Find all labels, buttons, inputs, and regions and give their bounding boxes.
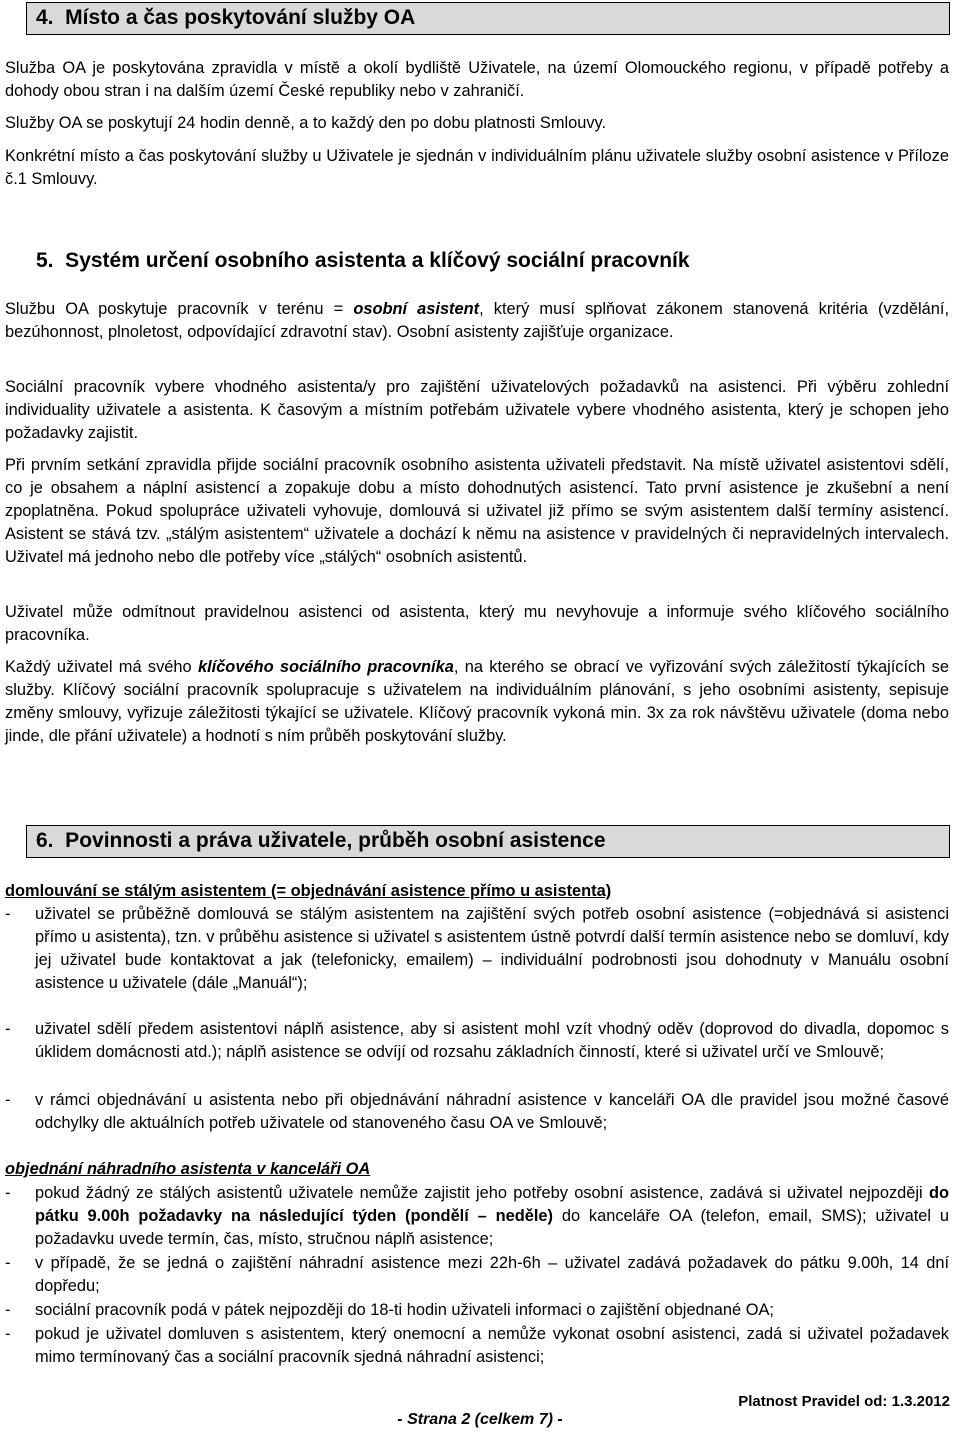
list-dash: - xyxy=(5,905,11,923)
list-item-text: sociální pracovník podá v pátek nejpozději do 18-ti hodin uživateli informaci o zajištění objednané OA; xyxy=(35,1301,774,1319)
list-item xyxy=(5,1089,949,1135)
sec5-p5-emphasis: klíčového sociálního pracovníka xyxy=(197,658,454,676)
list-dash: - xyxy=(5,1020,11,1038)
list-item-text: v rámci objednávání u asistenta nebo při objednávání náhradní asistence v kanceláři OA dle pravidel jsou možné časové odchylky dle aktuálních potřeb uživatele od stanoveného času OA ve Smlouvě; xyxy=(35,1091,949,1132)
section-4-heading xyxy=(26,2,950,35)
list-item-text: v případě, že se jedná o zajištění náhradní asistence mezi 22h-6h – uživatel zadává požadavek do pátku 9.00h, 14 dní dopředu; xyxy=(35,1254,949,1295)
sec4-paragraph-1: Služba OA je poskytována zpravidla v místě a okolí bydliště Uživatele, na území Olomouckého regionu, v případě potřeby a dohody obou stran i na dalším území České republiky nebo v zahraničí. xyxy=(5,59,949,100)
list-item xyxy=(5,1299,949,1322)
list-item-text-a: pokud žádný ze stálých asistentů uživatele nemůže zajistit jeho potřeby osobní asistence, zadává si uživatel nejpozději xyxy=(35,1184,929,1202)
list-item xyxy=(5,1182,949,1251)
list-item-text: uživatel sdělí předem asistentovi náplň asistence, aby si asistent mohl vzít vhodný oděv (doprovod do divadla, dopomoc s úklidem domácnosti atd.); náplň asistence se odvíjí od rozsahu základních činností, které si uživatel určí ve Smlouvě; xyxy=(35,1020,949,1061)
section-4-title: 4. Místo a čas poskytování služby OA xyxy=(36,6,416,29)
sec5-paragraph-3: Při prvním setkání zpravidla přijde sociální pracovník osobního asistenta uživateli představit. Na místě uživatel asistentovi sdělí, co je obsahem a náplní asistencí a zopakuje dobu a místo dohodnutých asistencí. Tato první asistence je zkušební a není zpoplatněna. Pokud spolupráce uživateli vyhovuje, domlouvá si uživatel již přímo se svým asistentem další termíny asistencí. Asistent se stává tzv. „stálým asistentem“ uživatele a dochází k němu na asistence v pravidelných či nepravidelných intervalech. Uživatel má jednoho nebo dle potřeby více „stálých“ osobních asistentů. xyxy=(5,456,949,566)
list-item-deadline: do pátku 9.00h požadavky na následující týden (pondělí – neděle) xyxy=(35,1184,949,1225)
sec5-paragraph-5 xyxy=(5,656,949,748)
section-5-title: 5. Systém určení osobního asistenta a klíčový sociální pracovník xyxy=(36,249,690,272)
list-item xyxy=(5,1252,949,1298)
validity-date: Platnost Pravidel od: 1.3.2012 xyxy=(738,1393,950,1410)
sec5-paragraph-1 xyxy=(5,298,949,344)
list-dash: - xyxy=(5,1184,11,1202)
sec5-paragraph-4: Uživatel může odmítnout pravidelnou asistenci od asistenta, který mu nevyhovuje a informuje svého klíčového sociálního pracovníka. xyxy=(5,603,949,644)
sec5-p1-text-c: , který musí splňovat zákonem stanovená kritéria (vzdělání, bezúhonnost, plnoletost, odpovídající zdravotní stav). Osobní asistenty zajišťuje organizace. xyxy=(5,300,950,341)
list-item xyxy=(5,903,949,995)
list-item-text: uživatel se průběžně domlouvá se stálým asistentem na zajištění svých potřeb osobní asistence (=objednává si asistenci přímo u asistenta), tzn. v průběhu asistence si uživatel s asistentem ústně potvrdí další termín asistence nebo se domluví, kdy jej uživatel bude kontaktovat a jak (telefonicky, emailem) – individuální podrobnosti jsou dohodnuty v Manuálu osobní asistence u uživatele (dále „Manuál“); xyxy=(35,905,949,992)
section-6-title: 6. Povinnosti a práva uživatele, průběh osobní asistence xyxy=(36,829,606,852)
list-item-text-c: do kanceláře OA (telefon, email, SMS); uživatel u požadavku uvede termín, čas, místo, stručnou náplň asistence; xyxy=(35,1206,949,1248)
list-item-text: pokud je uživatel domluven s asistentem, který onemocní a nemůže vykonat osobní asistenci, zadá si uživatel požadavek mimo termínovaný čas a sociální pracovník sjedná náhradní asistenci; xyxy=(35,1325,949,1366)
page-number: - Strana 2 (celkem 7) - xyxy=(397,1411,563,1428)
list-item xyxy=(5,1323,949,1369)
sec5-paragraph-2: Sociální pracovník vybere vhodného asistenta/y pro zajištění uživatelových požadavků na asistenci. Při výběru zohlední individuality uživatele a asistenta. K časovým a místním potřebám uživatele vybere vhodného asistenta, který je schopen jeho požadavky zajistit. xyxy=(5,378,949,442)
list-dash: - xyxy=(5,1091,11,1109)
list-item-text xyxy=(35,1182,949,1251)
section-6-heading xyxy=(26,825,950,858)
sec4-paragraph-2: Služby OA se poskytují 24 hodin denně, a to každý den po dobu platnosti Smlouvy. xyxy=(5,114,607,132)
list-item xyxy=(5,1018,949,1064)
sec5-p1-text-a: Službu OA poskytuje pracovník v terénu = xyxy=(5,300,354,318)
sec5-p5-text-c: , na kterého se obrací ve vyřizování svých záležitostí týkajících se služby. Klíčový sociální pracovník spolupracuje s uživatelem na individuálním plánování, s jeho osobními asistenty, sepisuje změny smlouvy, vyřizuje záležitosti týkající se uživatele. Klíčový pracovník vykoná min. 3x za rok návštěvu uživatele (doma nebo jinde, dle přání uživatele) a hodnotí s ním průběh poskytování služby. xyxy=(5,658,949,745)
subheading-stable-assistant: domlouvání se stálým asistentem (= objednávání asistence přímo u asistenta) xyxy=(5,882,612,900)
sec4-paragraph-3: Konkrétní místo a čas poskytování služby u Uživatele je sjednán v individuálním plánu uživatele služby osobní asistence v Příloze č.1 Smlouvy. xyxy=(5,147,949,188)
list-dash: - xyxy=(5,1254,11,1272)
subheading-substitute-assistant: objednání náhradního asistenta v kanceláři OA xyxy=(5,1160,371,1178)
list-dash: - xyxy=(5,1325,11,1343)
sec5-p5-text-a: Každý uživatel má svého xyxy=(5,658,198,676)
sec5-p1-emphasis: osobní asistent xyxy=(353,300,480,318)
list-dash: - xyxy=(5,1301,11,1319)
